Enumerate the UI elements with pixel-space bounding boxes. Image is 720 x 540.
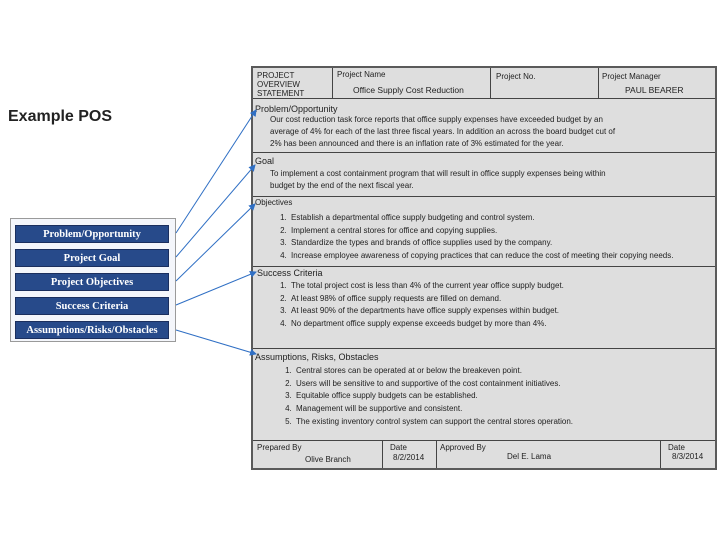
date-label: Date (390, 443, 407, 452)
assumptions-label: Assumptions, Risks, Obstacles (255, 352, 379, 362)
date-label: Date (668, 443, 685, 452)
goal-label: Goal (255, 156, 275, 166)
goal-text: To implement a cost containment program that will result in office supply expenses being within budget by the end of the next fiscal year. (270, 169, 606, 190)
success-item: 2. At least 98% of office supply requests are filled on demand. (289, 293, 714, 306)
assumption-item: 4. Management will be supportive and consistent. (294, 403, 714, 416)
assumption-item: 3. Equitable office supply budgets can be established. (294, 390, 714, 403)
success-label: Success Criteria (257, 268, 323, 278)
objective-item: 3. Standardize the types and brands of office supplies used by the company. (289, 237, 714, 250)
problem-label: Problem/Opportunity (255, 104, 338, 114)
prepared-by-label: Prepared By (257, 443, 302, 452)
legend-item-assumptions: Assumptions/Risks/Obstacles (15, 321, 169, 339)
legend-item-success: Success Criteria (15, 297, 169, 315)
date-value: 8/2/2014 (393, 453, 425, 462)
slide-title: Example POS (8, 108, 113, 125)
date-value: 8/3/2014 (672, 452, 704, 461)
objective-item: 2. Implement a central stores for office and copying supplies. (289, 225, 714, 238)
objective-item: 4. Increase employee awareness of copying practices that can reduce the cost of meeting their copying needs. (289, 250, 714, 263)
legend-item-goal: Project Goal (15, 249, 169, 267)
assumption-item: 1. Central stores can be operated at or below the breakeven point. (294, 365, 714, 378)
assumption-item: 2. Users will be sensitive to and supportive of the cost containment initiatives. (294, 378, 714, 391)
legend-item-objectives: Project Objectives (15, 273, 169, 291)
approved-by-value: Del E. Lama (507, 452, 552, 461)
arrow-to-success (176, 272, 256, 305)
problem-text: Our cost reduction task force reports that office supply expenses have exceeded budget by an average of 4% for each of the last three fiscal years. In addition an across the board budget cut of 2% has been announced and there is an inflation rate of 3% estimated for the year. (270, 115, 616, 148)
prepared-by-value: Olive Branch (305, 455, 351, 464)
project-name-label: Project Name (337, 70, 386, 79)
success-item: 3. At least 90% of the departments have office supply expenses within budget. (289, 305, 714, 318)
project-no-label: Project No. (496, 72, 536, 81)
legend-item-problem: Problem/Opportunity (15, 225, 169, 243)
objectives-label: Objectives (255, 198, 293, 207)
objective-item: 1. Establish a departmental office supply budgeting and control system. (289, 212, 714, 225)
success-item: 4. No department office supply expense exceeds budget by more than 4%. (289, 318, 714, 331)
arrow-to-assumptions (176, 330, 256, 354)
project-manager-label: Project Manager (602, 72, 661, 81)
pos-label: PROJECT OVERVIEW STATEMENT (257, 71, 305, 98)
success-item: 1. The total project cost is less than 4% of the current year office supply budget. (289, 280, 714, 293)
assumption-item: 5. The existing inventory control system can support the central stores operation. (294, 416, 714, 429)
approved-by-label: Approved By (440, 443, 486, 452)
project-manager-value: PAUL BEARER (625, 85, 684, 95)
arrow-to-goal (176, 165, 255, 257)
project-name-value: Office Supply Cost Reduction (353, 85, 464, 95)
